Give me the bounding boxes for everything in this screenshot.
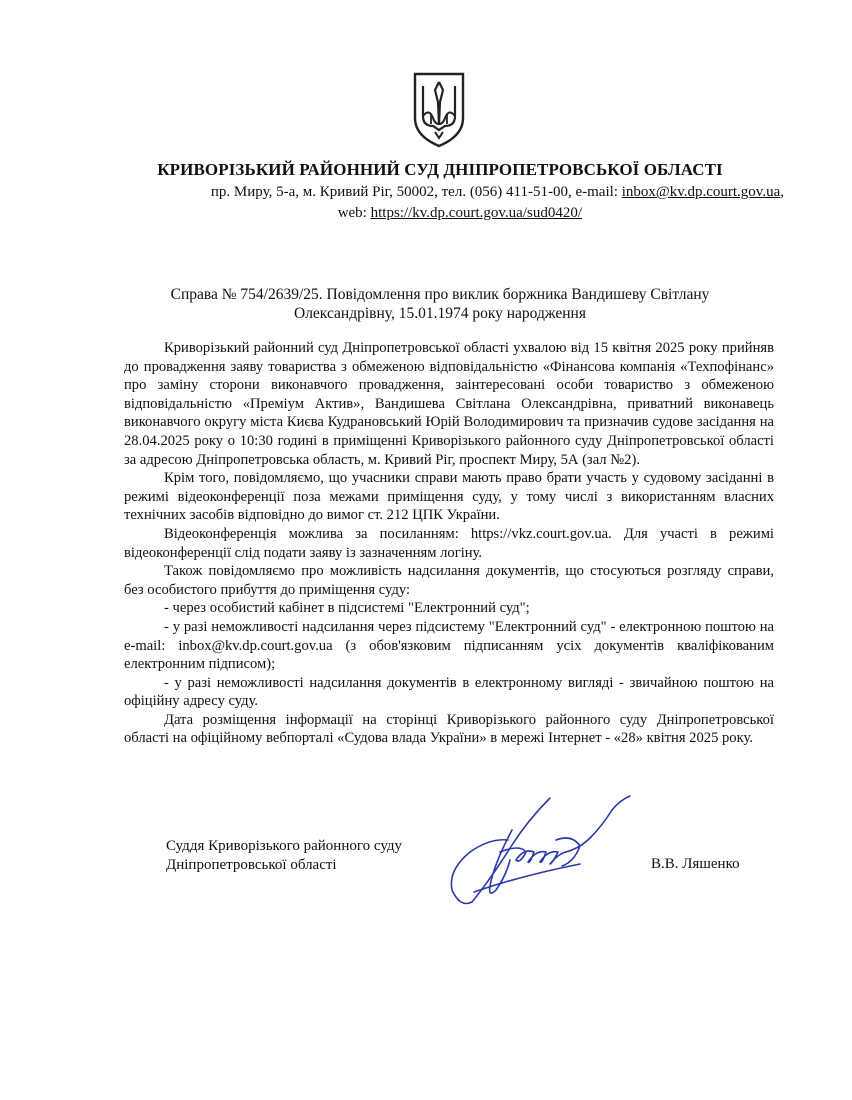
paragraph-ruling: Криворізький районний суд Дніпропетровської області ухвалою від 15 квітня 2025 року прийняв до провадження заяву товариства з обмеженою відповідальністю «Фінансова компанія «Техпофінанс» про заміну сторони виконавчого провадження, заінтересовані особи товариство з обмеженою відповідальністю «Преміум Актив», Вандишева Світлана Олександрівна, приватний виконавець виконавчого округу міста Києва Кудрановський Юрій Володимирович та призначив судове засідання на 28.04.2025 року о 10:30 годині в приміщенні Криворізького районного суду Дніпропетровської області за адресою Дніпропетровська область, м. Кривий Ріг, проспект Миру, 5А (зал №2). bbox=[124, 340, 774, 468]
case-subject bbox=[120, 285, 760, 323]
judge-title-line-2: Дніпропетровської області bbox=[166, 857, 337, 873]
notice-body bbox=[124, 339, 774, 748]
paragraph-videoconference-right: Крім того, повідомляємо, що учасники справи мають право брати участь у судовому засіданні в режимі відеоконференції поза межами приміщення суду, у тому числі з використанням власних технічних засобів відповідно до вимог ст. 212 ЦПК України. bbox=[124, 470, 774, 524]
judge-title-line-1: Суддя Криворізького районного суду bbox=[166, 838, 403, 854]
address-prefix: пр. Миру, 5-а, м. Кривий Ріг, 50002, тел. (056) 411-51-00, e-mail: bbox=[210, 184, 622, 200]
court-email-link[interactable]: inbox@kv.dp.court.gov.ua bbox=[621, 184, 781, 200]
paragraph-documents: Також повідомляємо про можливість надсилання документів, що стосуються розгляду справи, без особистого прибуття до приміщення суду: bbox=[124, 563, 774, 598]
court-name: КРИВОРІЗЬКИЙ РАЙОННИЙ СУД ДНІПРОПЕТРОВСЬКОЇ ОБЛАСТІ bbox=[157, 160, 723, 179]
subject-line-2: Олександрівну, 15.01.1974 року народження bbox=[294, 305, 586, 322]
web-prefix: web: bbox=[337, 205, 371, 221]
paragraph-videoconference-link: Відеоконференція можлива за посиланням: https://vkz.court.gov.ua. Для участі в режимі відеоконференції слід подати заяву із зазначенням логіну. bbox=[124, 525, 774, 561]
trident-emblem-icon bbox=[411, 72, 467, 148]
handwritten-signature bbox=[430, 790, 645, 910]
address-suffix: , bbox=[780, 184, 784, 200]
judge-title bbox=[166, 837, 402, 875]
court-web bbox=[60, 205, 582, 222]
subject-line-1: Справа № 754/2639/25. Повідомлення про виклик боржника Вандишеву Світлану bbox=[170, 286, 710, 303]
judge-name: В.В. Ляшенко bbox=[651, 856, 740, 872]
court-address bbox=[60, 184, 784, 201]
list-item: - у разі неможливості надсилання документів в електронному вигляді - звичайною поштою на офіційну адресу суду. bbox=[124, 674, 774, 710]
court-web-link[interactable]: https://kv.dp.court.gov.ua/sud0420/ bbox=[370, 205, 582, 221]
list-item: - через особистий кабінет в підсистемі "Електронний суд"; bbox=[164, 600, 530, 617]
paragraph-publication-date: Дата розміщення інформації на сторінці Криворізького районного суду Дніпропетровської області на офіційному вебпорталі «Судова влада України» в мережі Інтернет - «28» квітня 2025 року. bbox=[124, 711, 774, 747]
list-item: - у разі неможливості надсилання через підсистему "Електронний суд" - електронною поштою на e-mail: inbox@kv.dp.court.gov.ua (з обов'язковим підписанням усіх документів кваліфікованим електронним підписом); bbox=[124, 618, 774, 673]
